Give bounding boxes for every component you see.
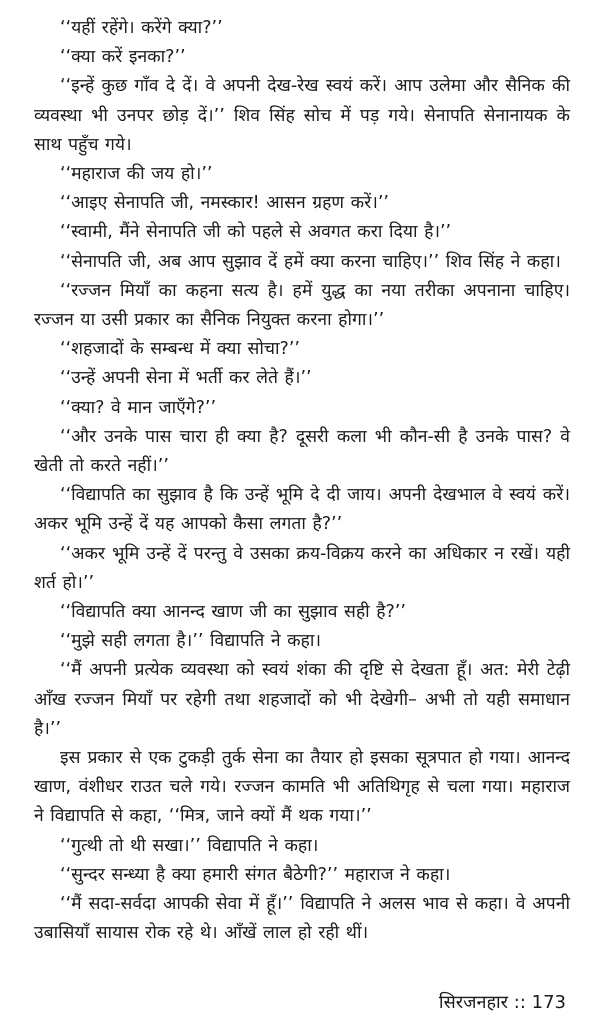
paragraph-17: ‘‘मैं अपनी प्रत्येक व्यवस्था को स्वयं शंका की दृष्टि से देखता हूँ। अत: मेरी टेढ़ी आँख रज्जन मियाँ पर रहेगी तथा शहजादों को भी देखेगी– अभी तो यही समाधान है।’’: [34, 660, 570, 739]
footer-separator: ::: [513, 992, 526, 1013]
paragraph-2: ‘‘क्या करें इनका?’’: [60, 47, 186, 68]
book-title: सिरजनहार: [438, 992, 509, 1013]
paragraph-4: ‘‘महाराज की जय हो।’’: [60, 164, 213, 185]
paragraph-11: ‘‘क्या? वे मान जाएँगे?’’: [60, 397, 217, 418]
page-footer: [439, 990, 566, 1014]
paragraph-5: ‘‘आइए सेनापति जी, नमस्कार! आसन ग्रहण करें।’’: [60, 193, 389, 214]
paragraph-13: ‘‘विद्यापति का सुझाव है कि उन्हें भूमि दे दी जाय। अपनी देखभाल वे स्वयं करें। अकर भूमि उन्हें दें यह आपको कैसा लगता है?’’: [34, 485, 570, 535]
paragraph-7: ‘‘सेनापति जी, अब आप सुझाव दें हमें क्या करना चाहिए।’’ शिव सिंह ने कहा।: [60, 251, 561, 272]
paragraph-20: ‘‘सुन्दर सन्ध्या है क्या हमारी संगत बैठेगी?’’ महाराज ने कहा।: [60, 864, 451, 885]
paragraph-6: ‘‘स्वामी, मैंने सेनापति जी को पहले से अवगत करा दिया है।’’: [60, 222, 452, 243]
paragraph-21: ‘‘मैं सदा-सर्वदा आपकी सेवा में हूँ।’’ विद्यापति ने अलस भाव से कहा। वे अपनी उबासियाँ सायास रोक रहे थे। आँखें लाल हो रही थीं।: [34, 894, 570, 944]
paragraph-1: ‘‘यहीं रहेंगे। करेंगे क्या?’’: [60, 18, 223, 38]
page-number: 173: [531, 992, 566, 1013]
paragraph-14: ‘‘अकर भूमि उन्हें दें परन्तु वे उसका क्रय-विक्रय करने का अधिकार न रखें। यही शर्त हो।’’: [34, 543, 570, 593]
paragraph-18: इस प्रकार से एक टुकड़ी तुर्क सेना का तैयार हो इसका सूत्रपात हो गया। आनन्द खाण, वंशीधर राउत चले गये। रज्जन कामति भी अतिथिगृह से चला गया। महाराज ने विद्यापति से कहा, ‘‘मित्र, जाने क्यों मैं थक गया।’’: [34, 748, 570, 827]
book-page-body: [34, 14, 570, 949]
paragraph-10: ‘‘उन्हें अपनी सेना में भर्ती कर लेते हैं।’’: [60, 368, 312, 389]
paragraph-8: ‘‘रज्जन मियाँ का कहना सत्य है। हमें युद्ध का नया तरीका अपनाना चाहिए। रज्जन या उसी प्रकार का सैनिक नियुक्त करना होगा।’’: [34, 280, 570, 331]
paragraph-16: ‘‘मुझे सही लगता है।’’ विद्यापति ने कहा।: [60, 631, 322, 652]
paragraph-3: ‘‘इन्हें कुछ गाँव दे दें। वे अपनी देख-रेख स्वयं करें। आप उलेमा और सैनिक की व्यवस्था भी उनपर छोड़ दें।’’ शिव सिंह सोच में पड़ गये। सेनापति सेनानायक के साथ पहुँच गये।: [34, 76, 570, 155]
paragraph-9: ‘‘शहजादों के सम्बन्ध में क्या सोचा?’’: [60, 339, 300, 360]
paragraph-12: ‘‘और उनके पास चारा ही क्या है? दूसरी कला भी कौन-सी है उनके पास? वे खेती तो करते नहीं।’’: [34, 426, 570, 477]
paragraph-19: ‘‘गुत्थी तो थी सखा।’’ विद्यापति ने कहा।: [60, 835, 319, 856]
paragraph-15: ‘‘विद्यापति क्या आनन्द खाण जी का सुझाव सही है?’’: [60, 602, 406, 623]
